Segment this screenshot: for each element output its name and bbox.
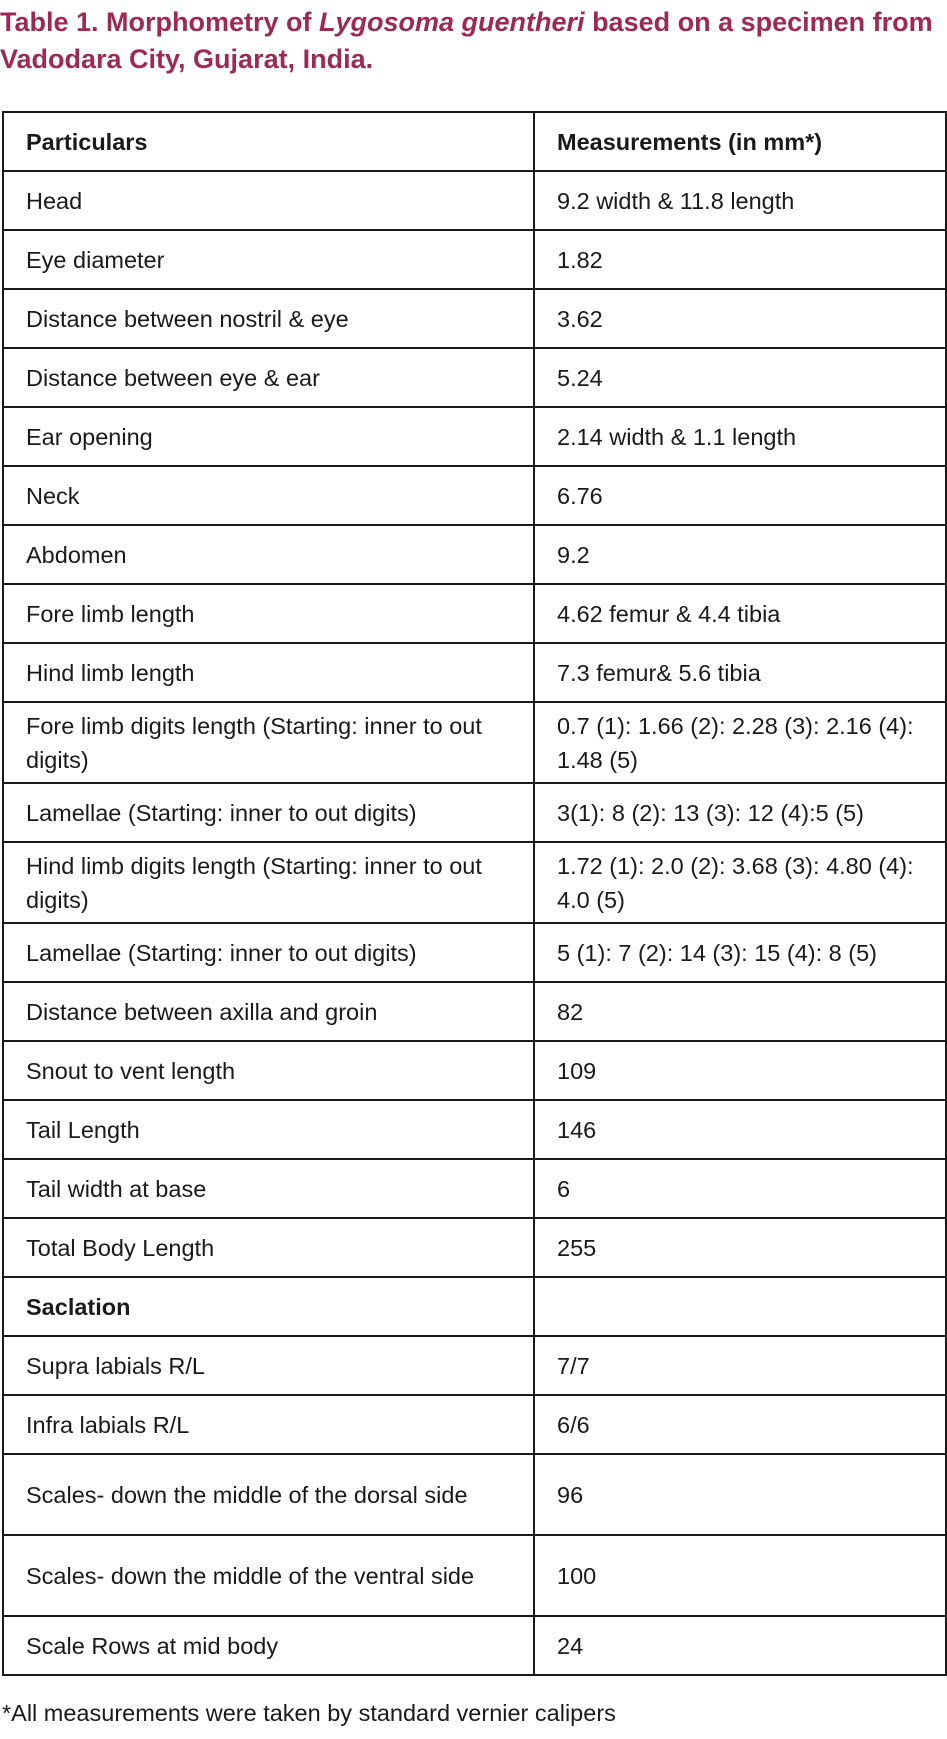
particular-cell: Snout to vent length bbox=[3, 1041, 534, 1100]
particular-cell: Scales- down the middle of the ventral side bbox=[3, 1535, 534, 1616]
measurement-cell: 6.76 bbox=[534, 466, 946, 525]
measurement-cell: 7.3 femur& 5.6 tibia bbox=[534, 643, 946, 702]
particular-cell: Fore limb digits length (Starting: inner to out digits) bbox=[3, 702, 534, 783]
table-row bbox=[3, 1041, 946, 1100]
particular-cell: Supra labials R/L bbox=[3, 1336, 534, 1395]
particular-cell: Distance between nostril & eye bbox=[3, 289, 534, 348]
table-row bbox=[3, 643, 946, 702]
measurement-cell: 6 bbox=[534, 1159, 946, 1218]
measurement-cell bbox=[534, 1277, 946, 1336]
table-row bbox=[3, 702, 946, 783]
particular-cell: Ear opening bbox=[3, 407, 534, 466]
table-footnote: *All measurements were taken by standard vernier calipers bbox=[2, 1700, 616, 1726]
measurement-cell: 146 bbox=[534, 1100, 946, 1159]
particular-cell: Abdomen bbox=[3, 525, 534, 584]
particular-cell: Total Body Length bbox=[3, 1218, 534, 1277]
particular-cell: Hind limb length bbox=[3, 643, 534, 702]
particular-cell: Scales- down the middle of the dorsal side bbox=[3, 1454, 534, 1535]
table-row bbox=[3, 982, 946, 1041]
measurement-cell: 9.2 bbox=[534, 525, 946, 584]
measurement-cell: 5.24 bbox=[534, 348, 946, 407]
particular-cell: Lamellae (Starting: inner to out digits) bbox=[3, 923, 534, 982]
measurement-cell: 100 bbox=[534, 1535, 946, 1616]
particular-cell: Distance between axilla and groin bbox=[3, 982, 534, 1041]
table-row bbox=[3, 842, 946, 923]
caption-suffix: based on a specimen from Vadodara City, Gujarat, India. bbox=[0, 7, 933, 74]
measurement-cell: 1.72 (1): 2.0 (2): 3.68 (3): 4.80 (4): 4.0 (5) bbox=[534, 842, 946, 923]
caption-species: Lygosoma guentheri bbox=[319, 7, 585, 37]
particular-cell: Tail Length bbox=[3, 1100, 534, 1159]
table-row bbox=[3, 1616, 946, 1675]
table-row bbox=[3, 289, 946, 348]
particular-cell: Hind limb digits length (Starting: inner to out digits) bbox=[3, 842, 534, 923]
particular-cell: Lamellae (Starting: inner to out digits) bbox=[3, 783, 534, 842]
table-row bbox=[3, 1218, 946, 1277]
particular-cell: Fore limb length bbox=[3, 584, 534, 643]
particular-cell: Head bbox=[3, 171, 534, 230]
measurement-cell: 82 bbox=[534, 982, 946, 1041]
table-row bbox=[3, 783, 946, 842]
table-row bbox=[3, 1159, 946, 1218]
particular-cell: Infra labials R/L bbox=[3, 1395, 534, 1454]
measurement-cell: 7/7 bbox=[534, 1336, 946, 1395]
table-row bbox=[3, 584, 946, 643]
table-row bbox=[3, 1395, 946, 1454]
measurement-cell: 109 bbox=[534, 1041, 946, 1100]
section-heading-cell: Saclation bbox=[3, 1277, 534, 1336]
morphometry-table bbox=[2, 111, 947, 1676]
table-row bbox=[3, 1100, 946, 1159]
particular-cell: Eye diameter bbox=[3, 230, 534, 289]
measurement-cell: 96 bbox=[534, 1454, 946, 1535]
measurement-cell: 24 bbox=[534, 1616, 946, 1675]
measurement-cell: 255 bbox=[534, 1218, 946, 1277]
measurement-cell: 0.7 (1): 1.66 (2): 2.28 (3): 2.16 (4): 1.48 (5) bbox=[534, 702, 946, 783]
measurement-cell: 9.2 width & 11.8 length bbox=[534, 171, 946, 230]
table-row bbox=[3, 525, 946, 584]
particular-cell: Tail width at base bbox=[3, 1159, 534, 1218]
measurement-cell: 2.14 width & 1.1 length bbox=[534, 407, 946, 466]
measurement-cell: 4.62 femur & 4.4 tibia bbox=[534, 584, 946, 643]
table-row bbox=[3, 171, 946, 230]
table-row bbox=[3, 1336, 946, 1395]
table-row bbox=[3, 407, 946, 466]
table-row bbox=[3, 230, 946, 289]
measurement-cell: 3(1): 8 (2): 13 (3): 12 (4):5 (5) bbox=[534, 783, 946, 842]
table-row bbox=[3, 1454, 946, 1535]
table-row bbox=[3, 466, 946, 525]
particular-cell: Distance between eye & ear bbox=[3, 348, 534, 407]
measurement-cell: 5 (1): 7 (2): 14 (3): 15 (4): 8 (5) bbox=[534, 923, 946, 982]
measurement-cell: 1.82 bbox=[534, 230, 946, 289]
table-row bbox=[3, 1535, 946, 1616]
measurement-cell: 6/6 bbox=[534, 1395, 946, 1454]
measurement-cell: 3.62 bbox=[534, 289, 946, 348]
caption-prefix: Table 1. Morphometry of bbox=[0, 7, 320, 37]
particular-cell: Neck bbox=[3, 466, 534, 525]
section-row bbox=[3, 1277, 946, 1336]
particular-cell: Scale Rows at mid body bbox=[3, 1616, 534, 1675]
header-measurements: Measurements (in mm*) bbox=[534, 112, 946, 171]
table-header-row bbox=[3, 112, 946, 171]
header-particulars: Particulars bbox=[3, 112, 534, 171]
table-caption bbox=[0, 4, 945, 78]
table-row bbox=[3, 923, 946, 982]
table-row bbox=[3, 348, 946, 407]
